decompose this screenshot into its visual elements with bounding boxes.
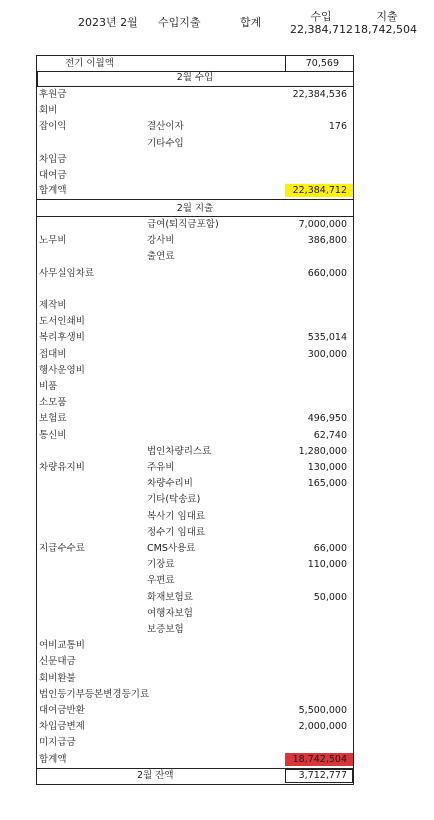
expense-amount-value: 1,280,000	[298, 445, 347, 457]
income-category-label: 차입금	[39, 153, 67, 165]
expense-category-label: 지급수수료	[39, 543, 85, 554]
expense-category-label: 회비환불	[39, 672, 76, 684]
expense-item-label: 정수기 임대료	[147, 526, 206, 538]
expense-amount-value: 535,014	[307, 332, 347, 344]
expense-category-label: 접대비	[39, 348, 67, 360]
expense-category-label: 노무비	[39, 235, 67, 247]
expense-item-label: 여행자보험	[147, 607, 193, 619]
report-title: 수입지출	[158, 16, 201, 29]
expense-category-label: 사무실임차료	[39, 267, 95, 279]
divider	[285, 56, 286, 71]
expense-amount-value: 660,000	[307, 267, 347, 279]
expense-category-label: 통신비	[39, 429, 67, 441]
balance-amount: 3,712,777	[298, 770, 347, 781]
expense-item-label: 화재보험료	[147, 591, 193, 603]
balance-label: 2월 잔액	[137, 770, 174, 781]
expense-amount-value: 386,800	[307, 235, 347, 247]
income-total-amount: 22,384,712	[292, 185, 347, 196]
expense-section-title: 2월 지출	[176, 203, 214, 214]
divider	[37, 216, 353, 217]
divider	[37, 86, 353, 87]
expense-amount-value: 62,740	[313, 429, 347, 441]
expense-amount-value: 496,950	[307, 413, 347, 425]
expense-amount-value: 110,000	[307, 559, 347, 571]
expense-category-label: 신문대금	[39, 656, 76, 668]
expense-category-label: 행사운영비	[39, 364, 85, 376]
expense-item-label: 법인차량리스료	[147, 445, 212, 457]
carryover-label: 전기 이월액	[65, 58, 114, 69]
expense-category-label: 미지급금	[39, 737, 76, 749]
period-label: 2023년 2월	[78, 16, 138, 29]
expense-item-label: CMS사용료	[147, 543, 196, 554]
expense-category-label: 차입금변제	[39, 721, 85, 733]
income-column-label: 수입	[310, 10, 332, 23]
expense-item-label: 급여(퇴직금포함)	[147, 219, 219, 230]
expense-category-label: 소모품	[39, 397, 67, 409]
expense-column-label: 지출	[376, 10, 398, 23]
expense-category-label: 복리후생비	[39, 332, 85, 344]
expense-amount-value: 50,000	[313, 591, 347, 603]
expense-category-label: 제작비	[39, 300, 67, 311]
expense-item-label: 보증보험	[147, 624, 184, 635]
expense-total-label: 합계액	[39, 754, 67, 765]
expense-total-header: 18,742,504	[354, 23, 417, 36]
expense-amount-value: 130,000	[307, 462, 347, 473]
expense-item-label: 기타(탁송료)	[147, 494, 201, 506]
income-total-label: 합계액	[39, 185, 67, 196]
expense-category-label: 비품	[39, 381, 58, 392]
expense-item-label: 강사비	[147, 235, 175, 247]
income-category-label: 후원금	[39, 89, 67, 100]
expense-category-label: 대여금반환	[39, 705, 85, 716]
income-category-label: 잡이익	[39, 121, 67, 133]
expense-category-label: 차량유지비	[39, 462, 85, 473]
expense-amount-value: 300,000	[307, 348, 347, 360]
expense-category-label: 도서인쇄비	[39, 316, 85, 328]
expense-category-label: 여비교통비	[39, 640, 85, 652]
expense-category-label: 보험료	[39, 413, 67, 425]
income-item-label: 결산이자	[147, 121, 184, 133]
income-section-title: 2월 수입	[176, 72, 214, 83]
ledger-table	[36, 55, 354, 785]
expense-item-label: 복사기 임대료	[147, 510, 206, 522]
expense-amount-value: 7,000,000	[298, 219, 347, 230]
income-amount-value: 22,384,536	[292, 89, 347, 100]
income-category-label: 회비	[39, 105, 58, 117]
carryover-amount: 70,569	[305, 58, 339, 69]
expense-category-label: 법인등기부등본변경등기료	[39, 688, 150, 700]
expense-amount-value: 165,000	[307, 478, 347, 490]
expense-item-label: 기장료	[147, 559, 175, 571]
income-total-header: 22,384,712	[290, 23, 353, 36]
expense-total-amount: 18,742,504	[292, 754, 347, 765]
total-label: 합계	[240, 16, 262, 29]
expense-amount-value: 66,000	[313, 543, 347, 554]
divider	[37, 199, 353, 200]
income-amount-value: 176	[328, 121, 347, 133]
income-category-label: 대여금	[39, 170, 67, 181]
expense-item-label: 주유비	[147, 462, 175, 473]
income-item-label: 기타수입	[147, 137, 184, 149]
expense-amount-value: 5,500,000	[298, 705, 347, 716]
expense-amount-value: 2,000,000	[298, 721, 347, 733]
expense-item-label: 차량수리비	[147, 478, 193, 490]
expense-item-label: 우편료	[147, 575, 175, 587]
expense-item-label: 출연료	[147, 251, 175, 263]
